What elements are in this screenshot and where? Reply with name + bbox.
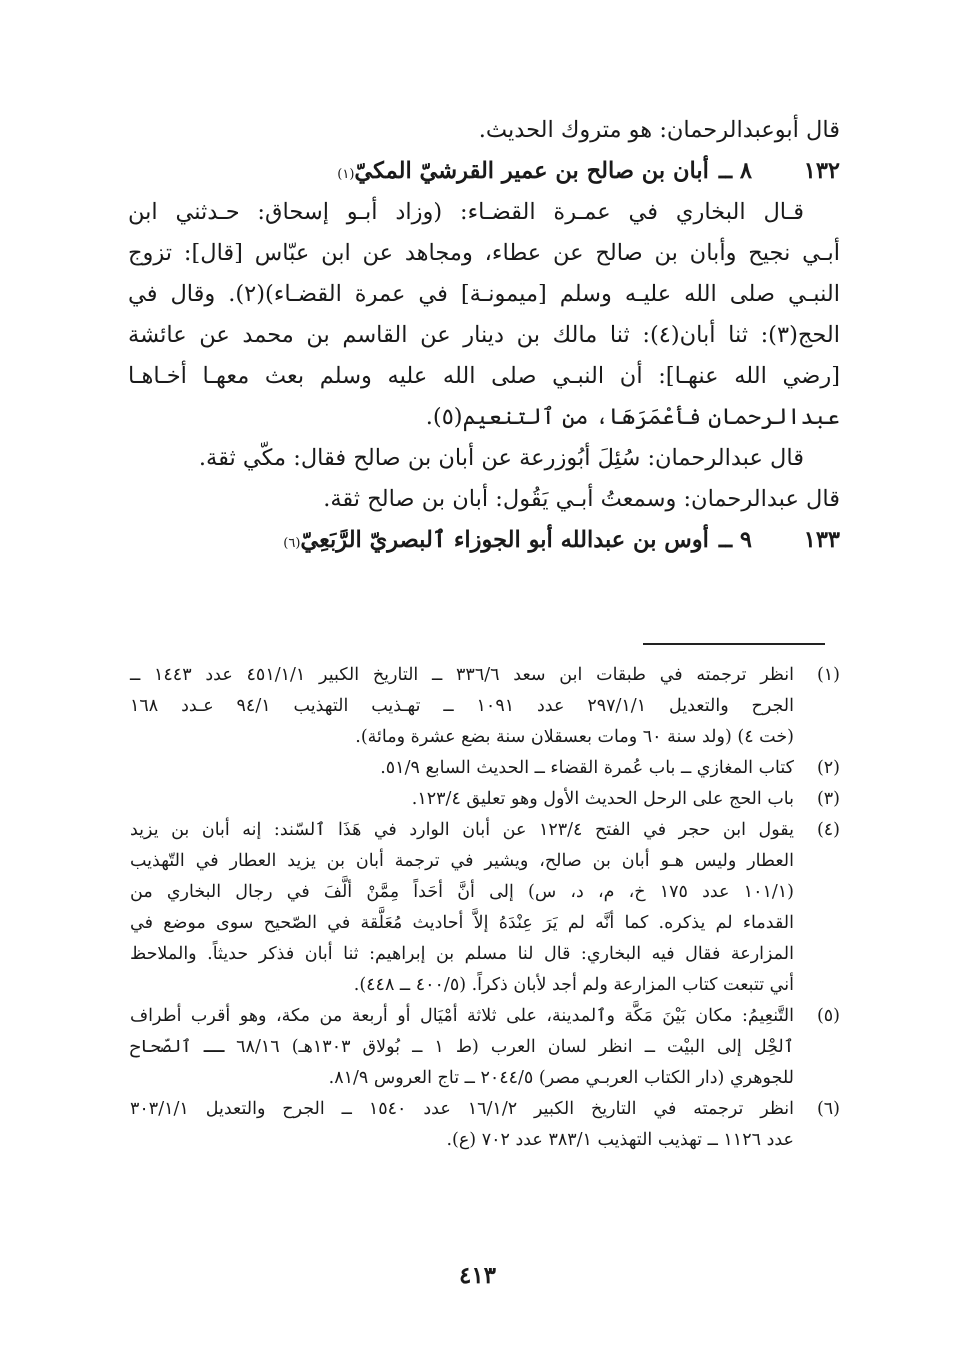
footnote-line: انظر ترجمته في طبقات ابن سعد ٣٣٦/٦ ــ التاريخ الكبير ٤٥١/١/١ عدد ١٤٤٣ ــ: [130, 665, 794, 685]
footnote-line: المزارعة فقال فيه البخاري: قال لنا مسلم بن إبراهيم: ثنا أبان فذكر حديثاً. والملاحظ: [130, 944, 794, 964]
footnote-number: (٤): [816, 820, 840, 840]
paragraph-line: عبدالرحمان فأعْمَرَهَا، من ٱلتنعيم(٥).: [425, 404, 840, 430]
footnote-number: (٥): [816, 1006, 840, 1026]
paragraph-line: [رضي الله عنهـا]: أن النبـي صلى الله عليه وسلم بعث معهـا أخـاهـا: [128, 363, 840, 389]
footnote-line: كتاب المغازي ــ باب عُمرة القضاء ــ الحديث السابع ٥١/٩.: [380, 758, 794, 778]
footnote-number: (١): [816, 665, 840, 685]
entry-sequence: ٩ ــ: [718, 527, 752, 553]
footnote: [130, 784, 840, 815]
footnote-line: (١٠١/١ عدد ١٧٥ خ، م، د، س) إلى أنَّ أحَداً مِمَّنْ ألَّفَ في رجال البخاري من: [130, 882, 794, 902]
footnote-line: العطار وليس هـو أبان بن صالح، ويشير في ترجمة أبان بن يزيد العطار في التّهذيب: [130, 851, 794, 871]
footnote-line: الجرح والتعديل ٢٩٧/١/١ عدد ١٠٩١ ــ تهـذيب التهذيب ٩٤/١ عـدد ١٦٨: [130, 696, 794, 716]
footnote-line: يقول ابن حجر في الفتح ١٢٣/٤ عن أبان الوارد في هَذَا ٱلسّند: إنه أبان بن يزيد: [130, 820, 794, 840]
footnote-number: (٣): [816, 789, 840, 809]
footnote-line: التَّنعِيمُ: مكان بَيْنَ مَكَّة وٱلمدينة، على ثلاثة أمْيَال أو أربعة من مكة، وهو أقرب أطراف: [130, 1006, 794, 1026]
footnote: [130, 1094, 840, 1156]
entry-heading-132: ١٣٢ ٨ ــ أبان بن صالح بن عمير القرشيّ المكيّ (١): [128, 151, 840, 192]
paragraph-line: قـال البخاري في عمـرة القضـاء: (وزاد أبـو إسحاق: حـدثني ابن: [128, 199, 804, 225]
footnote-line: ٱلحِْل إلى البيْت ــ انظر لسان العرب (ط ١ ــ بُولاق ١٣٠٣هـ) ٦٨/١٦ ــ ٱلصّحاح: [130, 1037, 794, 1057]
footnotes: [130, 660, 840, 1156]
text-line: قال عبدالرحمان: سُئِلَ أبُوزرعة عن أبان بن صالح فقال: مكّي ثقة.: [198, 445, 804, 471]
footnote: [130, 1001, 840, 1094]
footnote-line: أني تتبعت كتاب المزارعة ولم أجد لأبان ذكراً. (٤٠٠/٥ ــ ٤٤٨).: [353, 975, 794, 995]
footnote-line: عدد ١١٢٦ ــ تهذيب التهذيب ٣٨٣/١ عدد ٧٠٢ (ع).: [446, 1130, 794, 1150]
footnote-line: (خت ٤) (ولد سنة ٦٠ ومات بعسقلان سنة بضع عشرة ومائة).: [355, 727, 794, 747]
text-line: قال أبوعبدالرحمان: هو متروك الحديث.: [478, 117, 840, 143]
paragraph-line: الحج(٣): ثنا أبان(٤): ثنا مالك بن دينار عن القاسم بن محمد عن عائشة: [128, 322, 840, 348]
text-line: قال عبدالرحمان: وسمعتُ أبـي يَقُول: أبان بن صالح ثقة.: [323, 486, 840, 512]
entry-number: ١٣٣: [803, 527, 840, 553]
entry-sequence: ٨ ــ: [718, 158, 752, 184]
footnote-number: (٦): [816, 1099, 840, 1119]
paragraph-line: النبـي صلى الله عليـه وسلم [ميمونـة] في عمرة القضـاء)(٢). وقال في: [128, 281, 840, 307]
footnote-line: انظر ترجمته في التاريخ الكبير ١٦/١/٢ عدد ١٥٤٠ ــ الجرح والتعديل ٣٠٣/١/١: [130, 1099, 795, 1119]
footnote: [130, 660, 840, 753]
entry-number: ١٣٢: [803, 158, 840, 184]
footnote: [130, 753, 840, 784]
footnote-line: باب الحج على الرحل الحديث الأول وهو تعليق ١٢٣/٤.: [411, 789, 794, 809]
main-text: [128, 110, 840, 561]
entry-heading-133: ١٣٣ ٩ ــ أوس بن عبدالله أبو الجوزاء ٱلبصريّ الرَّبَعِيّ (٦): [128, 520, 840, 561]
footnote-number: (٢): [816, 758, 840, 778]
paragraph-line: أبـي نجيح وأبان بن صالح عن عطاء، ومجاهد عن ابن عبّاس [قال]: تزوج: [128, 240, 840, 266]
footnote: [130, 815, 840, 1001]
narrator-name: أبان بن صالح بن عمير القرشيّ المكيّ: [354, 158, 709, 184]
narrator-name: أوس بن عبدالله أبو الجوزاء ٱلبصريّ الرَّبَعِيّ: [300, 527, 709, 553]
footnote-line: القدماء لم يذكره. كما أنَّه لم يَرَ عِنْدَهُ إلاَّ أحاديث مُعَلَّقة في الصّحيح سوى موضع في: [130, 913, 794, 933]
footnote-divider: [643, 643, 825, 645]
page-number: ٤١٣: [458, 1262, 497, 1289]
footnote-line: للجوهري (دار الكتاب العربـي مصر) ٢٠٤٤/٥ ــ تاج العروس ٨١/٩.: [328, 1068, 794, 1088]
